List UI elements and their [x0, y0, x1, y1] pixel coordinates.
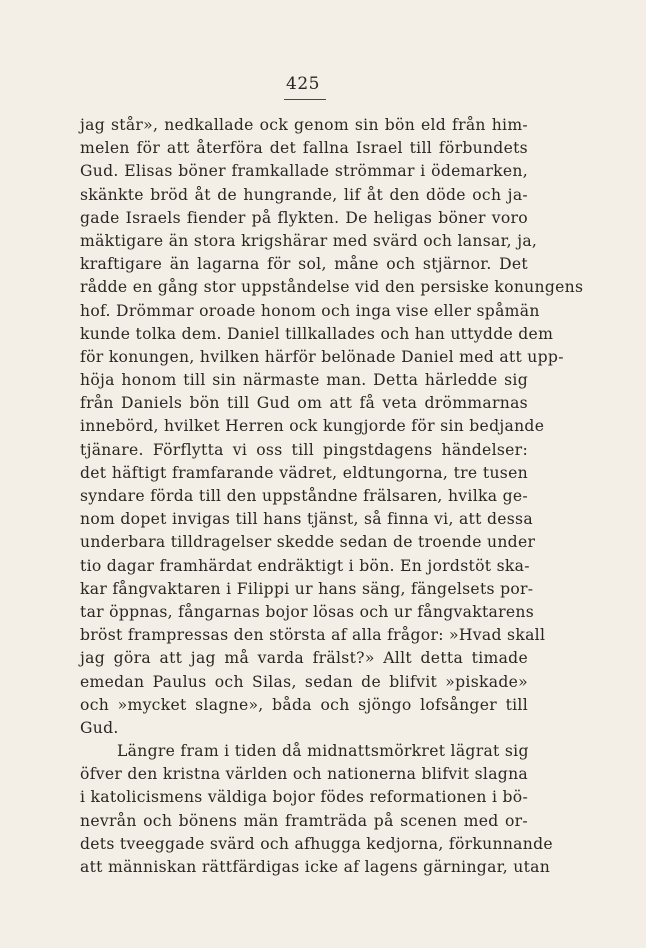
text-line: rådde en gång stor uppståndelse vid den persiske konungens [80, 278, 584, 297]
text-line: bröst frampressas den största af alla frågor: »Hvad skall [80, 626, 546, 645]
text-line: nom dopet invigas till hans tjänst, så finna vi, att dessa [80, 510, 533, 529]
text-line: och »mycket slagne», båda och sjöngo lofsånger till [80, 695, 528, 714]
text-line: höja honom till sin närmaste man. Detta härledde sig [80, 371, 528, 390]
text-line: emedan Paulus och Silas, sedan de blifvit »piskade» [80, 672, 528, 691]
text-line: kunde tolka dem. Daniel tillkallades och han uttydde dem [80, 324, 554, 343]
text-line: jag göra att jag må varda frälst?» Allt detta timade [80, 649, 528, 668]
text-line: jag står», nedkallade ock genom sin bön eld från him- [80, 116, 528, 134]
text-line: tio dagar framhärdat endräktigt i bön. En jordstöt ska- [80, 556, 530, 575]
text-line: dets tveeggade svärd och afhugga kedjorna, förkunnande [80, 834, 553, 853]
text-line: syndare förda till den uppståndne frälsaren, hvilka ge- [80, 487, 528, 505]
text-line: kar fångvaktaren i Filippi ur hans säng, fängelsets por- [80, 579, 534, 598]
text-line: mäktigare än stora krigshärar med svärd och lansar, ja, [80, 231, 538, 250]
text-line: Gud. [80, 718, 119, 737]
text-line: det häftigt framfarande vädret, eldtungorna, tre tusen [80, 463, 528, 482]
text-line: hof. Drömmar oroade honom och inga vise eller spåmän [80, 301, 540, 320]
text-line: tar öppnas, fångarnas bojor lösas och ur fångvaktarens [80, 602, 535, 621]
text-line: tjänare. Förflytta vi oss till pingstdagens händelser: [80, 440, 528, 459]
text-line: Gud. Elisas böner framkallade strömmar i ödemarken, [80, 162, 528, 181]
page-number-rule [284, 99, 326, 100]
text-line: skänkte bröd åt de hungrande, lif åt den döde och ja- [80, 185, 528, 204]
text-line: öfver den kristna världen och nationerna blifvit slagna [80, 765, 529, 784]
text-line: för konungen, hvilken härför belönade Daniel med att upp- [80, 347, 564, 366]
body-text [80, 114, 584, 879]
text-line: melen för att återföra det fallna Israel till förbundets [80, 139, 528, 158]
text-line: att människan rättfärdigas icke af lagens gärningar, utan [80, 858, 551, 876]
text-line: i katolicismens väldiga bojor födes reformationen i bö- [80, 788, 529, 807]
page-number: 425 [286, 74, 320, 94]
text-line: från Daniels bön till Gud om att få veta drömmarnas [80, 394, 528, 413]
text-line: gade Israels fiender på flykten. De heligas böner voro [80, 208, 528, 227]
text-line: Längre fram i tiden då midnattsmörkret lägrat sig [117, 742, 529, 761]
text-line: nevrån och bönens män framträda på scenen med or- [80, 811, 528, 830]
text-line: innebörd, hvilket Herren ock kungjorde för sin bedjande [80, 417, 545, 436]
text-line: kraftigare än lagarna för sol, måne och stjärnor. Det [80, 255, 528, 274]
text-line: underbara tilldragelser skedde sedan de troende under [80, 533, 536, 552]
